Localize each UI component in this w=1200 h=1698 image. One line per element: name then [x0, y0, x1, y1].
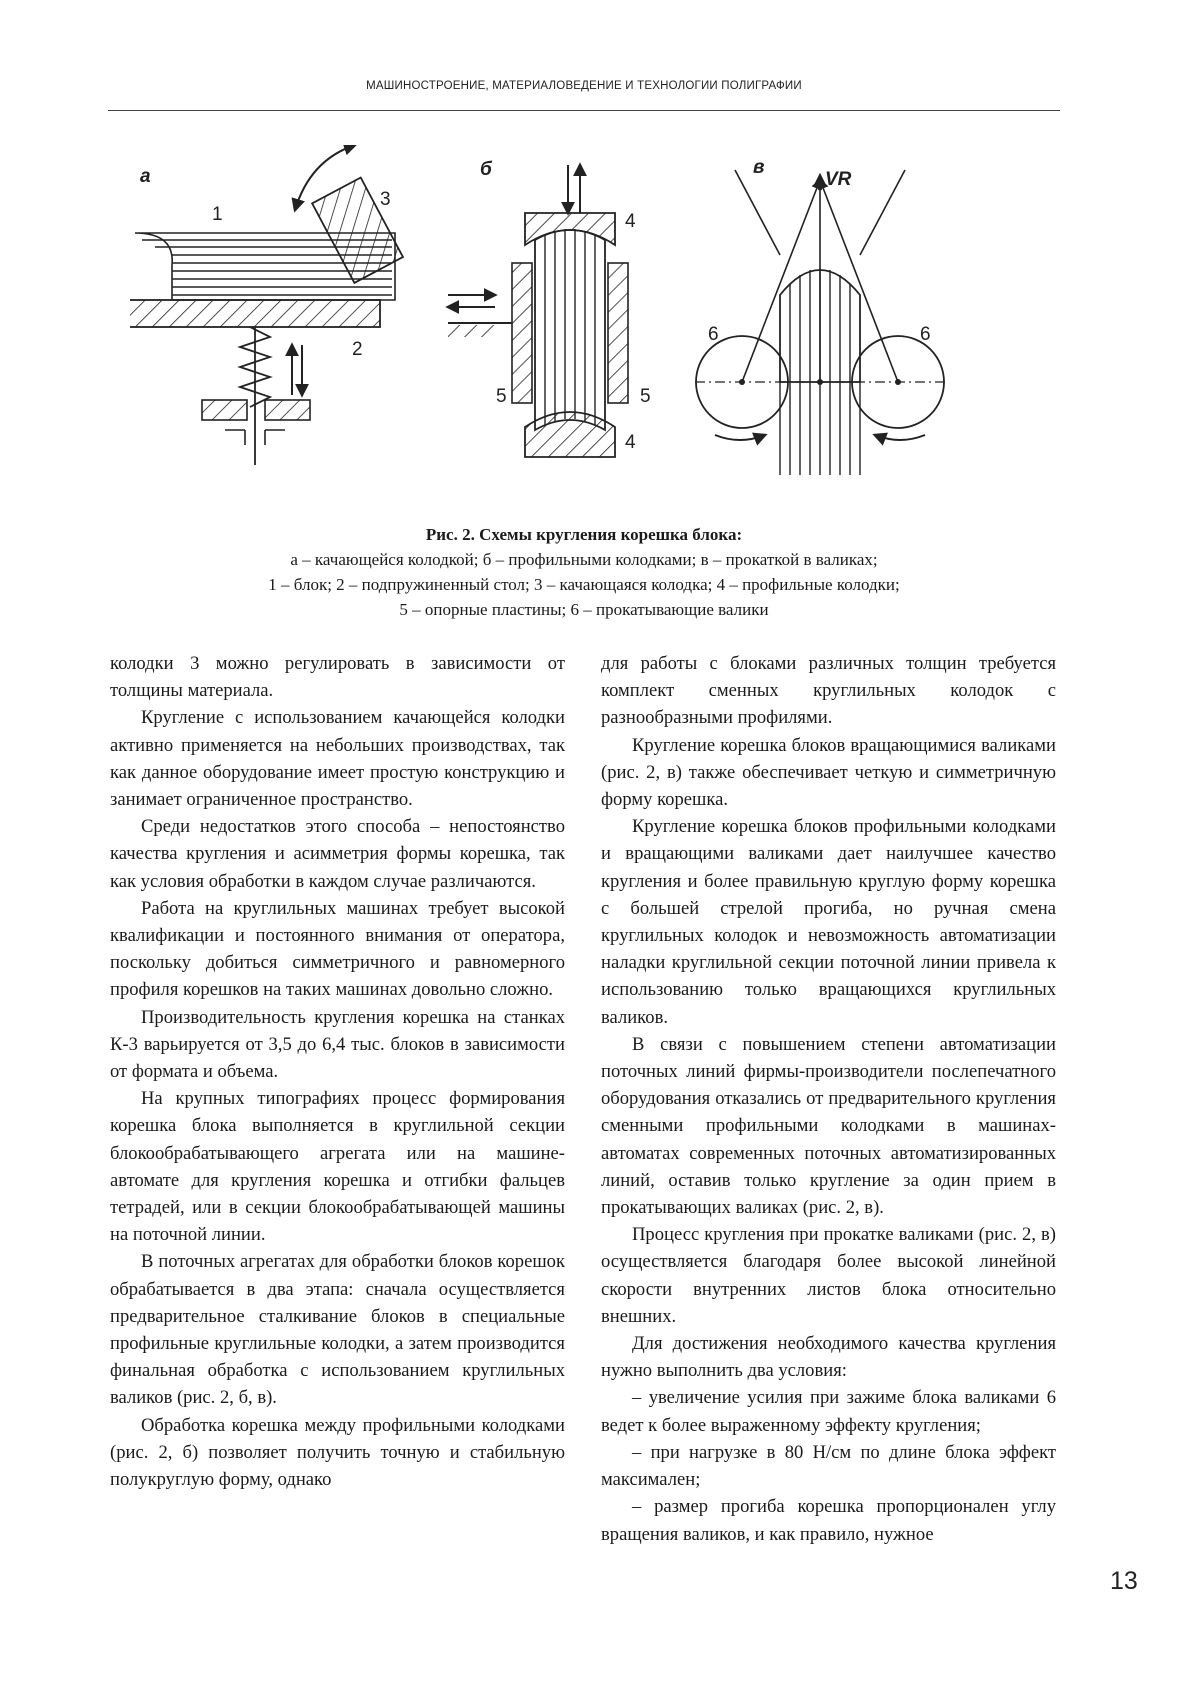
paragraph: – размер прогиба корешка пропорционален углу вращения валиков, и как правило, нужное — [601, 1496, 1056, 1545]
paragraph: Для достижения необходимого качества кругления нужно выполнить два условия: — [601, 1333, 1056, 1382]
panel-a-label: а — [140, 166, 151, 187]
paragraph: Работа на круглильных машинах требует высокой квалификации и постоянного внимания от оператора, поскольку добиться симметричного и равномерного профиля корешков на таких машинах довольно сложно. — [110, 897, 565, 1001]
paragraph: для работы с блоками различных толщин требуется комплект сменных круглильных колодок с разнообразными профилями. — [601, 653, 1056, 729]
figure-2 — [130, 145, 1060, 515]
paragraph: На крупных типографиях процесс формирования корешка блока выполняется в круглильной секции блокообрабатывающего агрегата или на машине-автомате для кругления корешка и отгибки фальцев тетрадей, или в секции блокообрабатывающей машины на поточной линии. — [110, 1088, 565, 1246]
paragraph: Кругление корешка блоков вращающимися валиками (рис. 2, в) также обеспечивает четкую и симметричную форму корешка. — [601, 734, 1056, 811]
label-5-right: 5 — [640, 386, 651, 407]
profile-pad-bottom-4 — [525, 412, 615, 457]
panel-c — [695, 157, 945, 475]
paragraph: В связи с повышением степени автоматизации поточных линий фирмы-производители послепечатного оборудования отказались от предварительного кругления сменными профильными колодками в машинах-автоматах современных поточных автоматизированных линий, оставив только кругление за один прием в прокатывающих валиках (рис. 2, в). — [601, 1033, 1056, 1219]
panel-b — [448, 159, 651, 457]
vector-left-arrow-icon — [742, 180, 820, 382]
label-5-left: 5 — [496, 386, 507, 407]
roller-right-rotation-icon — [875, 435, 925, 440]
caption-line-2: 1 – блок; 2 – подпружиненный стол; 3 – качающаяся колодка; 4 – профильные колодки; — [268, 575, 900, 594]
support-plate-left-5 — [512, 263, 532, 403]
caption-line-3: 5 – опорные пластины; 6 – прокатывающие валики — [399, 600, 769, 619]
label-4-bottom: 4 — [625, 432, 636, 453]
spring-table-2 — [130, 300, 380, 327]
paragraph: Среди недостатков этого способа – непостоянство качества кругления и асимметрия формы корешка, так как условия обработки в каждом случае различаются. — [110, 816, 565, 892]
paragraph: Кругление с использованием качающейся колодки активно применяется на небольших производствах, так как данное оборудование имеет простую конструкцию и занимает ограниченное пространство. — [110, 707, 565, 811]
header-rule — [108, 110, 1060, 111]
caption-line-1: а – качающейся колодкой; б – профильными колодками; в – прокаткой в валиках; — [290, 550, 878, 569]
label-2: 2 — [352, 339, 363, 360]
paragraph: – при нагрузке в 80 Н/см по длине блока эффект максимален; — [601, 1441, 1056, 1491]
label-1: 1 — [212, 204, 223, 225]
profile-pad-top-4 — [525, 213, 615, 245]
figure-caption — [108, 522, 1060, 622]
paragraph: Процесс кругления при прокатке валиками (рис. 2, в) осуществляется благодаря более высокой линейной скорости внутренних листов блока относительно внешних. — [601, 1224, 1056, 1327]
roller-left-rotation-icon — [715, 435, 765, 440]
paragraph: Обработка корешка между профильными колодками (рис. 2, б) позволяет получить точную и стабильную полукруглую форму, однако — [110, 1414, 565, 1491]
caption-title: Рис. 2. Схемы кругления корешка блока: — [425, 525, 743, 544]
paragraph: Кругление корешка блоков профильными колодками и вращающими валиками дает наилучшее качество кругления и более правильную круглую форму корешка с большей стрелой прогиба, но ручная смена круглильных колодок и невозможность автоматизации наладки круглильной секции поточной линии привела к использованию только вращающихся круглильных валиков. — [601, 816, 1056, 1028]
book-block-b — [535, 229, 605, 430]
label-6-left: 6 — [708, 324, 719, 345]
label-6-right: 6 — [920, 324, 931, 345]
page-number: 13 — [1110, 1567, 1138, 1595]
label-4-top: 4 — [625, 211, 636, 232]
label-3: 3 — [380, 189, 391, 210]
running-head: МАШИНОСТРОЕНИЕ, МАТЕРИАЛОВЕДЕНИЕ И ТЕХНОЛОГИИ ПОЛИГРАФИИ — [366, 80, 802, 92]
paragraph: – увеличение усилия при зажиме блока валиками 6 ведет к более выраженному эффекту кругления; — [601, 1387, 1056, 1436]
paragraph: Производительность кругления корешка на станках К-3 варьируется от 3,5 до 6,4 тыс. блоков в зависимости от формата и объема. — [110, 1006, 565, 1083]
panel-b-label: б — [480, 159, 492, 180]
figure-2-diagrams — [130, 145, 1060, 515]
label-vr: VR — [825, 169, 852, 190]
support-plate-right-5 — [608, 263, 628, 403]
right-column — [601, 650, 1056, 1548]
vector-right-arrow-icon — [820, 180, 898, 382]
left-column — [110, 650, 565, 1493]
panel-a — [130, 145, 403, 465]
paragraph: колодки 3 можно регулировать в зависимости от толщины материала. — [110, 653, 565, 702]
panel-c-label: в — [753, 157, 765, 178]
paragraph: В поточных агрегатах для обработки блоков корешок обрабатывается в два этапа: сначала осуществляется предварительное сталкивание блоков в специальные профильные круглильные колодки, а затем производится финальная обработка с использованием круглильных валиков (рис. 2, б, в). — [110, 1251, 565, 1409]
